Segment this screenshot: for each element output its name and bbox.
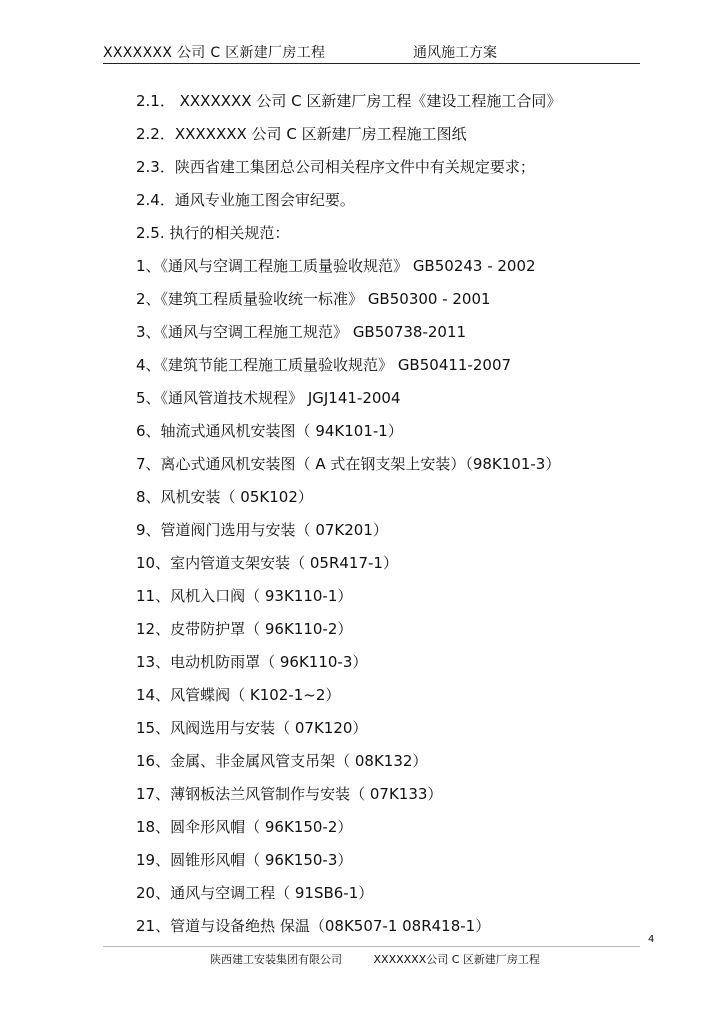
footer-company: 陕西建工安装集团有限公司 [210,953,342,966]
text-line: 2.3．陕西省建工集团总公司相关程序文件中有关规定要求； [136,158,535,176]
page-header [103,42,640,64]
spec-item: 20、通风与空调工程（ 91SB6-1） [136,884,374,902]
header-divider [103,63,640,64]
spec-item: 9、管道阀门选用与安装（ 07K201） [136,521,388,539]
spec-item: 6、轴流式通风机安装图（ 94K101-1） [136,422,403,440]
document-body [136,85,636,943]
spec-item: 2、《建筑工程质量验收统一标准》 GB50300 - 2001 [136,290,491,308]
spec-item: 15、风阀选用与安装（ 07K120） [136,719,368,737]
section-heading: 2.5. 执行的相关规范： [136,224,290,242]
spec-item: 14、风管蝶阀（ K102-1~2） [136,686,341,704]
page-number: 4 [648,934,655,945]
header-document-title: 通风施工方案 [413,45,497,61]
footer-project: XXXXXXX公司 C 区新建厂房工程 [373,953,540,966]
spec-item: 13、电动机防雨罩（ 96K110-3） [136,653,368,671]
spec-item: 8、风机安装（ 05K102） [136,488,313,506]
spec-item: 21、管道与设备绝热 保温（08K507-1 08R418-1） [136,917,491,935]
spec-item: 16、金属、非金属风管支吊架（ 08K132） [136,752,428,770]
footer-divider [103,946,640,947]
text-line: 2.4．通风专业施工图会审纪要。 [136,191,355,209]
page-footer [210,951,540,967]
spec-item: 1、《通风与空调工程施工质量验收规范》 GB50243 - 2002 [136,257,536,275]
spec-item: 12、皮带防护罩（ 96K110-2） [136,620,353,638]
spec-item: 5、《通风管道技术规程》 JGJ141-2004 [136,389,401,407]
spec-item: 7、离心式通风机安装图（ A 式在钢支架上安装）（98K101-3） [136,455,561,473]
spec-item: 4、《建筑节能工程施工质量验收规范》 GB50411-2007 [136,356,512,374]
text-line: 2.2．XXXXXXX 公司 C 区新建厂房工程施工图纸 [136,125,467,143]
spec-item: 17、薄钢板法兰风管制作与安装（ 07K133） [136,785,443,803]
header-project-title: XXXXXXX 公司 C 区新建厂房工程 [103,45,326,61]
spec-item: 10、室内管道支架安装（ 05R417-1） [136,554,398,572]
spec-item: 11、风机入口阀（ 93K110-1） [136,587,353,605]
text-line: 2.1． XXXXXXX 公司 C 区新建厂房工程《建设工程施工合同》 [136,92,562,110]
spec-item: 18、圆伞形风帽（ 96K150-2） [136,818,353,836]
spec-item: 19、圆锥形风帽（ 96K150-3） [136,851,353,869]
spec-item: 3、《通风与空调工程施工规范》 GB50738-2011 [136,323,467,341]
